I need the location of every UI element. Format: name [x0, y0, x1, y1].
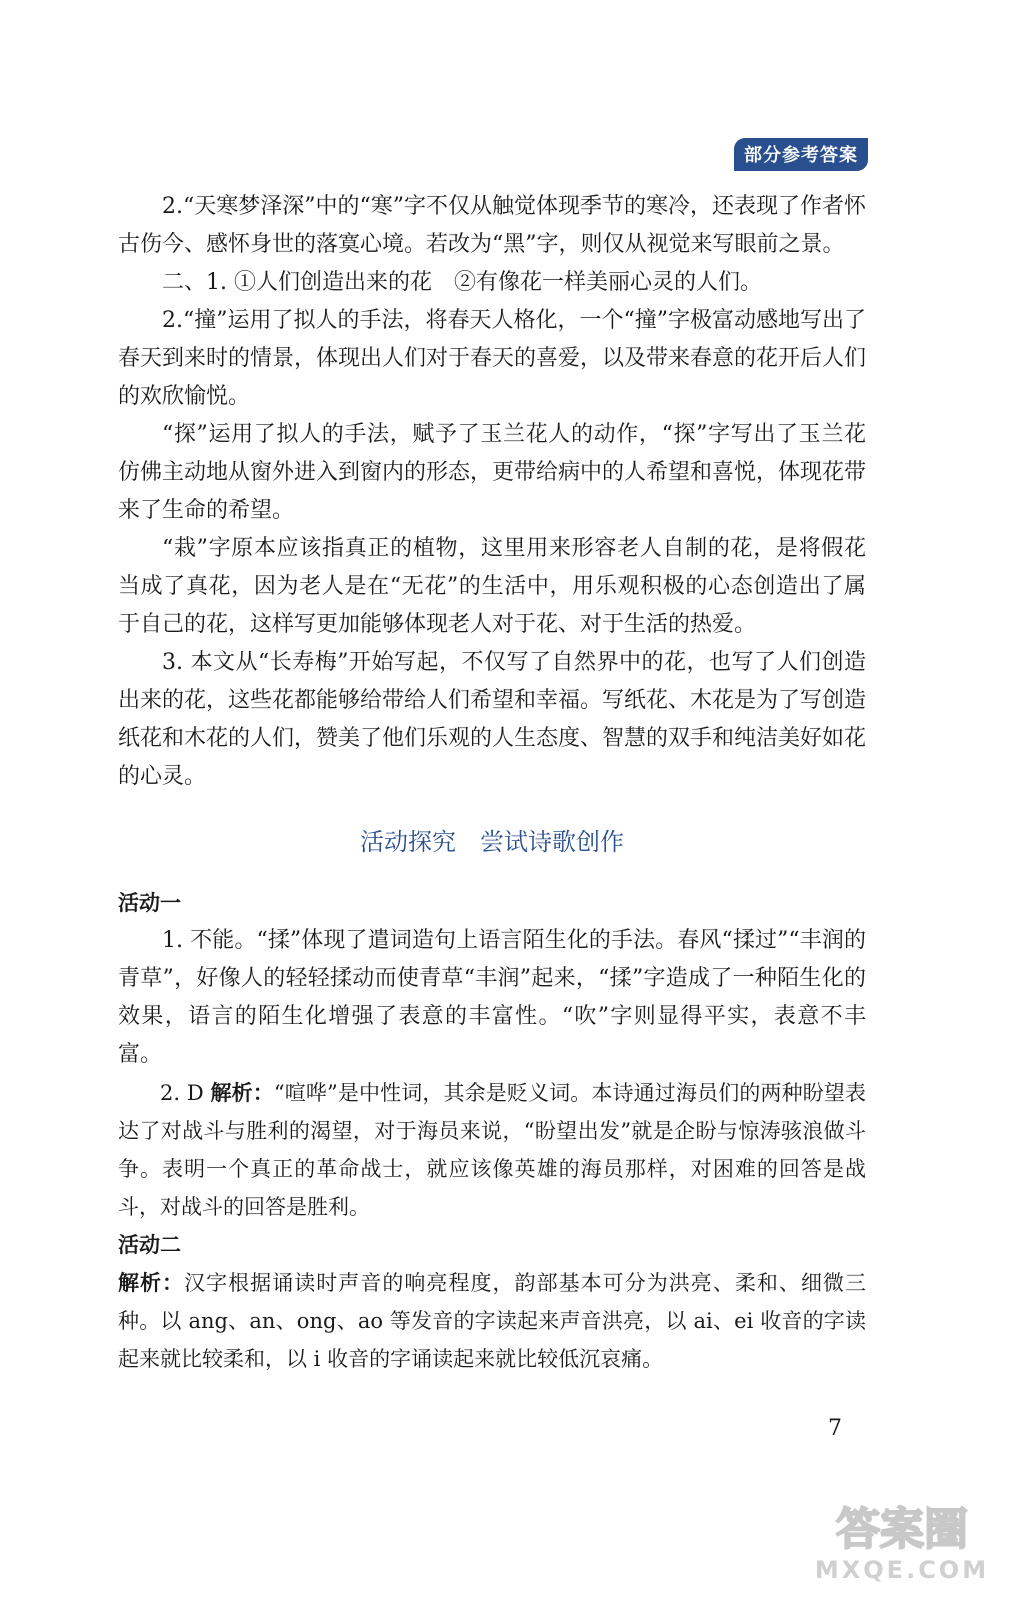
section-title: 活动探究 尝试诗歌创作 [360, 828, 624, 856]
item-2-text: “喧哗”是中性词，其余是贬义词。本诗通过海员们的两种盼望表达了对战斗与胜利的渴望，对于海员来说，“盼望出发”就是企盼与惊涛骇浪做斗争。表明一个真正的革命战士，就应该像英雄的海员那样，对困难的回答是战斗，对战斗的回答是胜利。 [118, 1081, 866, 1219]
answer-paragraph-5: “栽”字原本应该指真正的植物，这里用来形容老人自制的花，是将假花当成了真花，因为老人是在“无花”的生活中，用乐观积极的心态创造出了属于自己的花，这样写更加能够体现老人对于花、对于生活的热爱。 [118, 536, 866, 637]
section-header-tag: 部分参考答案 [734, 138, 868, 171]
activity-one-item-2 [118, 1074, 866, 1226]
activity-one-heading: 活动一 [118, 891, 181, 915]
answer-paragraph-3: 2.“撞”运用了拟人的手法，将春天人格化，一个“撞”字极富动感地写出了春天到来时的情景，体现出人们对于春天的喜爱，以及带来春意的花开后人们的欢欣愉悦。 [118, 308, 867, 409]
activity-one-item-1: 1. 不能。“揉”体现了遣词造句上语言陌生化的手法。春风“揉过”“丰润的青草”，好像人的轻轻揉动而使青草“丰润”起来，“揉”字造成了一种陌生化的效果，语言的陌生化增强了表意的丰富性。“吹”字则显得平实，表意不丰富。 [118, 928, 866, 1067]
analysis-label: 解析： [118, 1271, 185, 1295]
item-2-prefix: 2. D [160, 1081, 211, 1105]
answer-paragraph-4: “探”运用了拟人的手法，赋予了玉兰花人的动作，“探”字写出了玉兰花仿佛主动地从窗外进入到窗内的形态，更带给病中的人希望和喜悦，体现花带来了生命的希望。 [118, 422, 867, 523]
answer-paragraph-6: 3. 本文从“长寿梅”开始写起，不仅写了自然界中的花，也写了人们创造出来的花，这些花都能够给带给人们希望和幸福。写纸花、木花是为了写创造纸花和木花的人们，赞美了他们乐观的人生态度、智慧的双手和纯洁美好如花的心灵。 [118, 650, 867, 789]
analysis-label: 解析： [210, 1081, 274, 1105]
page-content [118, 188, 866, 1378]
activity-two-heading: 活动二 [118, 1233, 181, 1257]
watermark-logo [792, 1494, 1012, 1586]
page-number: 7 [828, 1416, 842, 1441]
watermark-logo-graphic [792, 1494, 1012, 1586]
answer-paragraph-1: 2.“天寒梦泽深”中的“寒”字不仅从触觉体现季节的寒冷，还表现了作者怀古伤今、感怀身世的落寞心境。若改为“黑”字，则仅从视觉来写眼前之景。 [118, 194, 866, 257]
answer-paragraph-2: 二、1. ①人们创造出来的花 ②有像花一样美丽心灵的人们。 [162, 270, 762, 295]
activity-two-text: 汉字根据诵读时声音的响亮程度，韵部基本可分为洪亮、柔和、细微三种。以 ang、an、ong、ao 等发音的字读起来声音洪亮，以 ai、ei 收音的字读起来就比较柔和，以 i 收音的字诵读起来就比较低沉哀痛。 [118, 1271, 867, 1371]
watermark-main-text: 答案圈 [836, 1504, 968, 1555]
watermark-url-text: MXQE.COM [814, 1556, 990, 1584]
activity-two-analysis [118, 1264, 866, 1378]
